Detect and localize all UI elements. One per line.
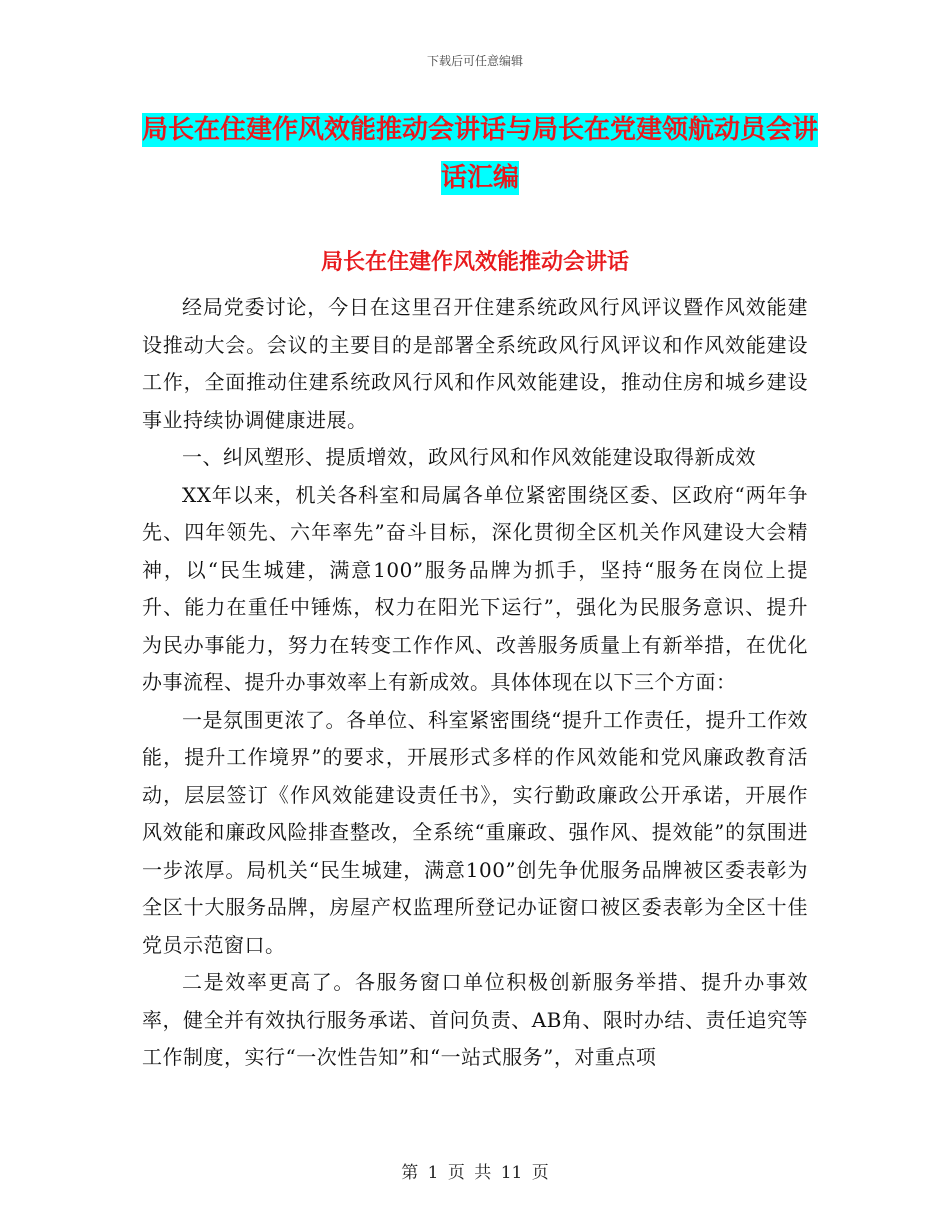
page-footer: 第 1 页 共 11 页 — [401, 1163, 549, 1183]
paragraph: 经局党委讨论，今日在这里召开住建系统政风行风评议暨作风效能建设推动大会。会议的主要目的是部署全系统政风行风评议和作风效能建设工作，全面推动住建系统政风行风和作风效能建设，推动住房和城乡建设事业持续协调健康进展。 — [142, 295, 808, 432]
document-body — [142, 289, 808, 1077]
document-title-text: 局长在住建作风效能推动会讲话与局长在党建领航动员会讲话汇编 — [141, 115, 818, 193]
section-title: 局长在住建作风效能推动会讲话 — [320, 250, 629, 275]
paragraph: XX年以来，机关各科室和局属各单位紧密围绕区委、区政府“两年争先、四年领先、六年率先”奋斗目标，深化贯彻全区机关作风建设大会精神，以“民生城建，满意100”服务品牌为抓手，坚持“服务在岗位上提升、能力在重任中锤炼，权力在阳光下运行”，强化为民服务意识、提升为民办事能力，努力在转变工作作风、改善服务质量上有新举措，在优化办事流程、提升办事效率上有新成效。具体体现在以下三个方面： — [142, 482, 808, 694]
paragraph: 一、纠风塑形、提质增效，政风行风和作风效能建设取得新成效 — [182, 445, 756, 469]
paragraph: 一是氛围更浓了。各单位、科室紧密围绕“提升工作责任，提升工作效能，提升工作境界”的要求，开展形式多样的作风效能和党风廉政教育活动，层层签订《作风效能建设责任书》，实行勤政廉政公开承诺，开展作风效能和廉政风险排查整改，全系统“重廉政、强作风、提效能”的氛围进一步浓厚。局机关“民生城建，满意100”创先争优服务品牌被区委表彰为全区十大服务品牌，房屋产权监理所登记办证窗口被区委表彰为全区十佳党员示范窗口。 — [142, 707, 808, 957]
document-title — [140, 106, 820, 202]
header-note: 下载后可任意编辑 — [426, 54, 523, 68]
paragraph: 二是效率更高了。各服务窗口单位积极创新服务举措、提升办事效率，健全并有效执行服务承诺、首问负责、AB角、限时办结、责任追究等工作制度，实行“一次性告知”和“一站式服务”，对重点项 — [142, 970, 808, 1069]
